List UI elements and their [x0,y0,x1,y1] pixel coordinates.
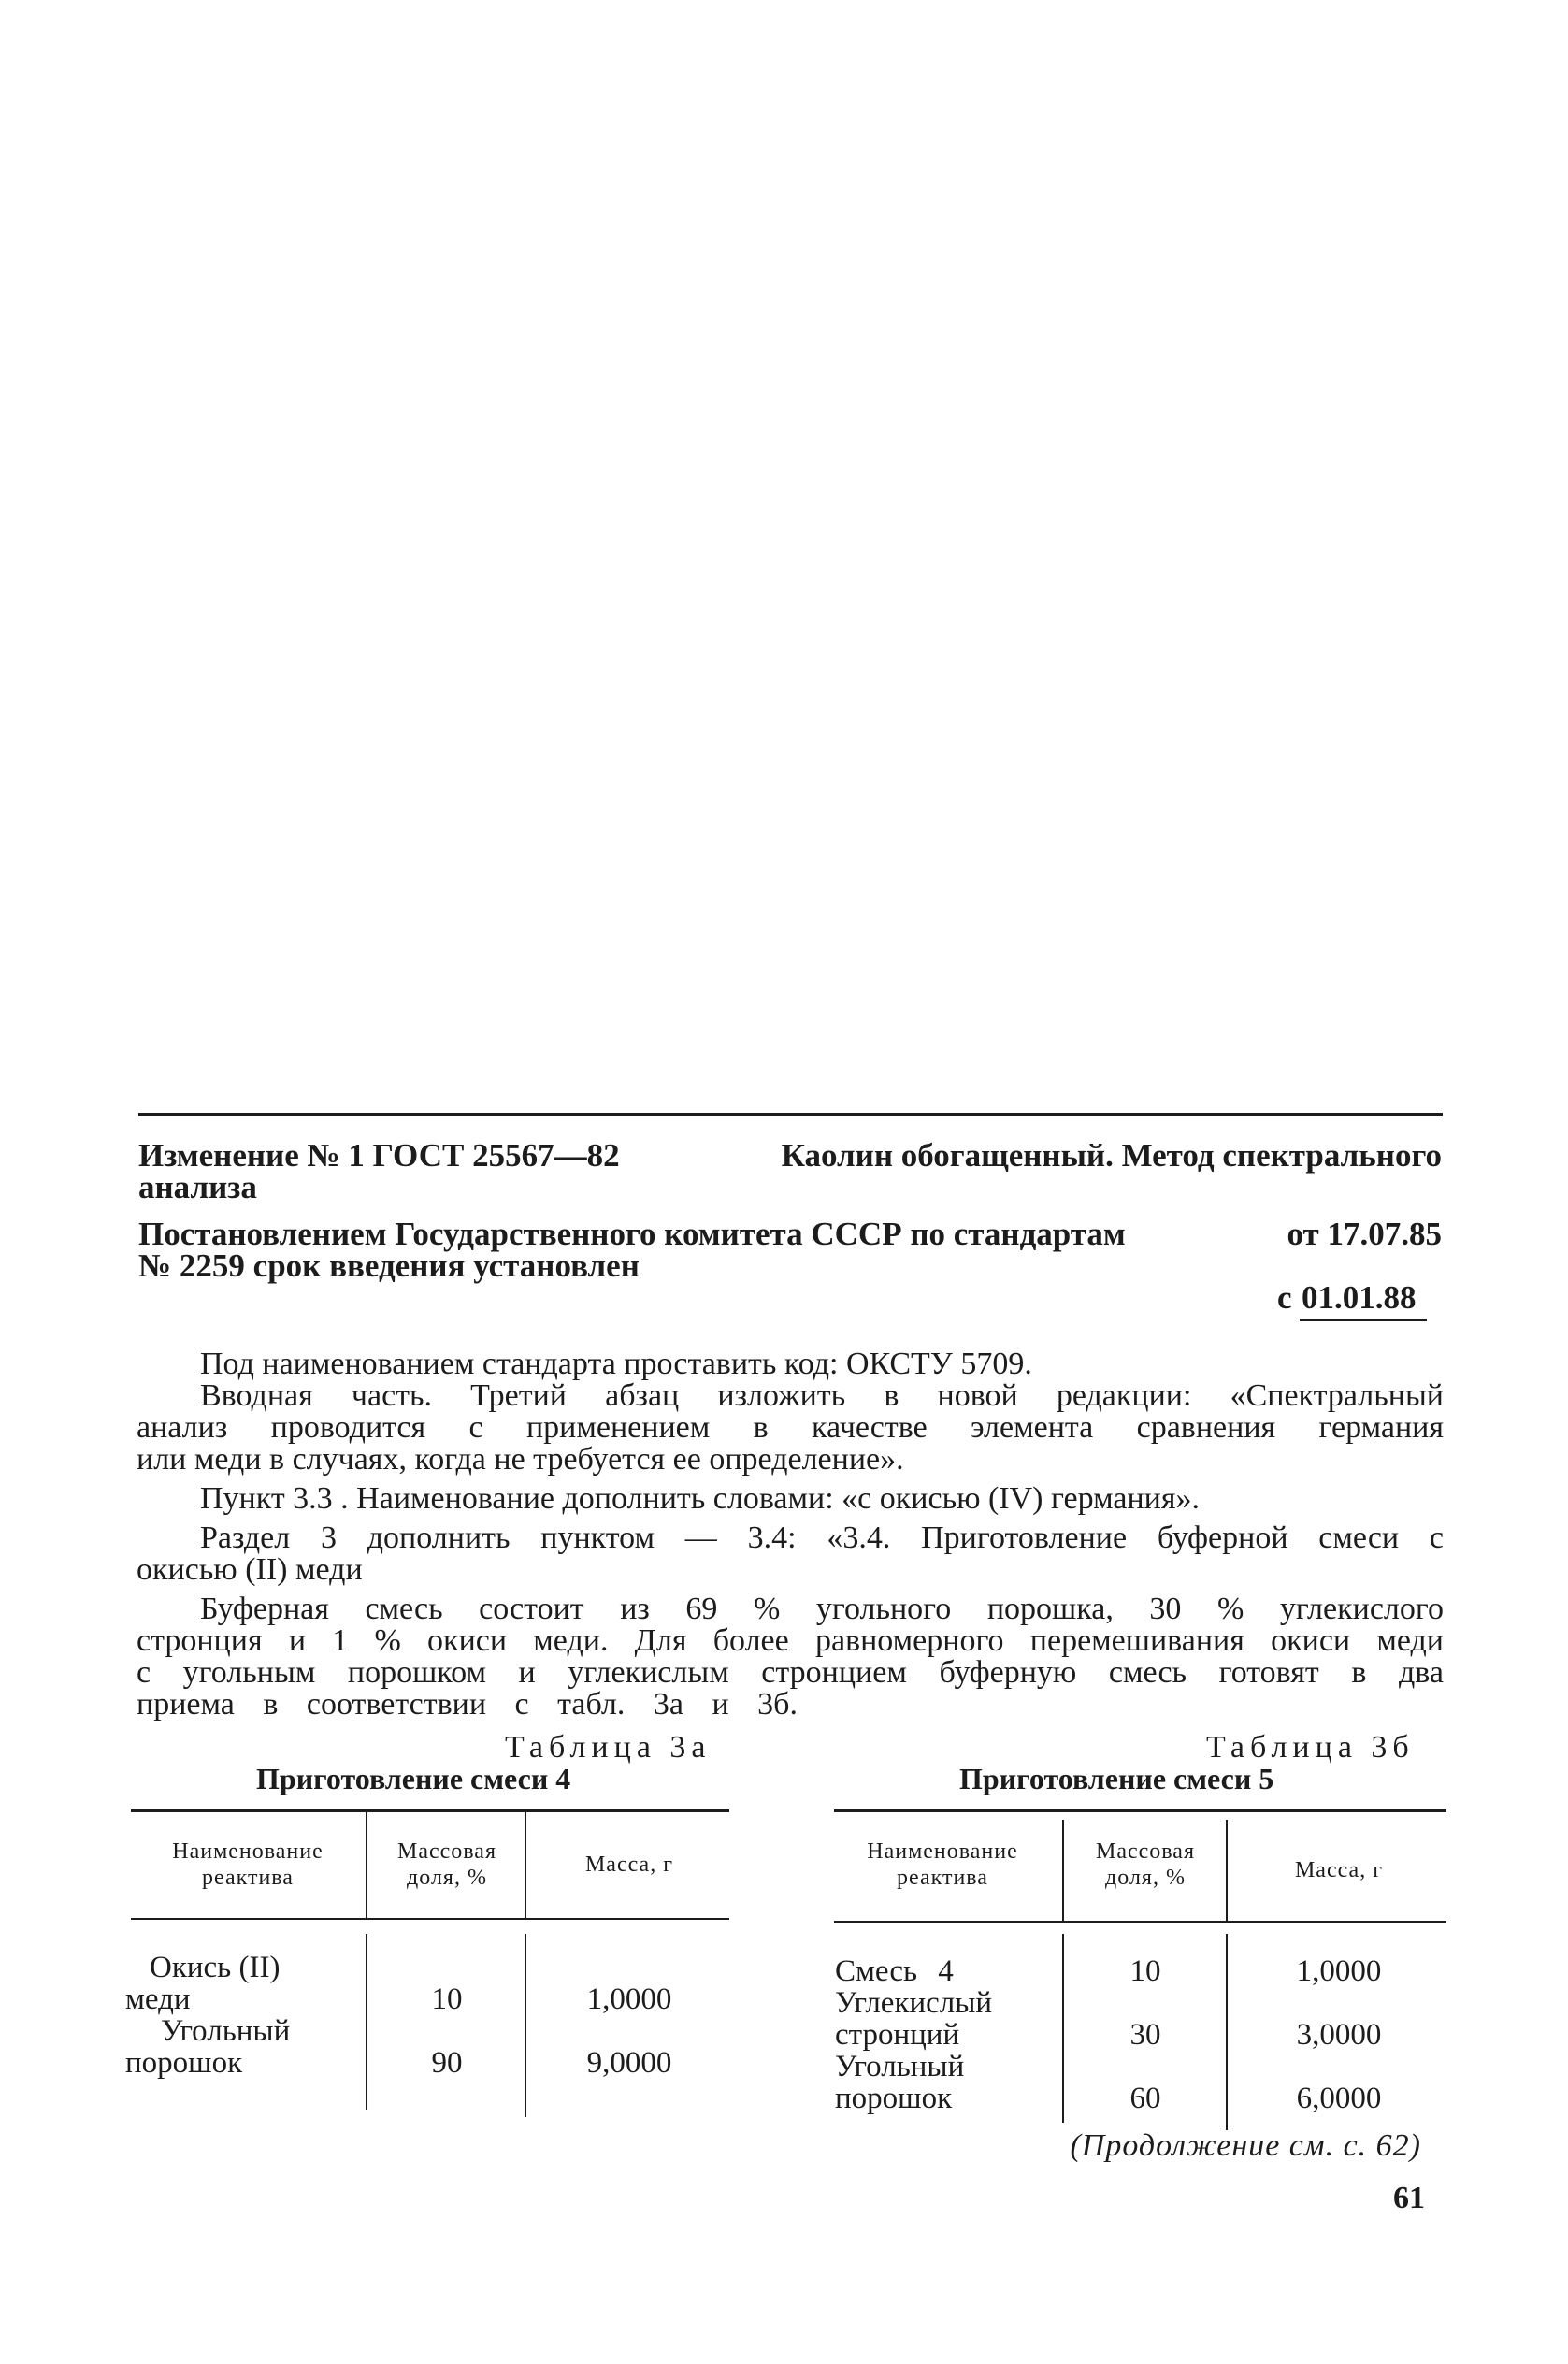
page-number: 61 [1393,2181,1425,2215]
table-b-row1-mass: 1,0000 [1296,1954,1382,1988]
paragraph-buffer-line3: с угольным порошком и углекислым стронцием буферную смесь готовят в два [137,1655,1444,1690]
table-b-col-mass: Масса, г [1294,1858,1384,1882]
table-b-row1-share: 10 [1129,1954,1161,1988]
table-b-row3-mass: 6,0000 [1296,2082,1382,2115]
table-b-body-divider-1 [1062,1934,1064,2123]
table-b-row1-name: Смесь 4 [835,1954,954,1988]
table-b-header-divider-1 [1062,1820,1064,1921]
table-a-label: Таблица 3а [505,1730,712,1765]
table-b-row3-name-l1: Угольный [835,2050,965,2083]
table-b-col-name: Наименование реактива [867,1839,1018,1890]
table-b-row2-name-l1: Углекислый [835,1986,993,2020]
table-a-title: Приготовление смеси 4 [256,1762,571,1795]
table-a-row1-share: 10 [431,1982,463,2016]
paragraph-buffer-line1: Буферная смесь состоит из 69 % угольного порошка, 30 % углекислого [200,1592,1444,1626]
table-a-row2-name-l2: порошок [125,2046,243,2080]
table-a-col-name: Наименование реактива [172,1839,324,1890]
table-b-body-divider-2 [1226,1934,1228,2130]
table-a-top-rule [131,1809,729,1812]
table-b-col-share: Массовая доля, % [1095,1839,1195,1890]
table-b-row2-share: 30 [1129,2018,1161,2052]
resolution-date: от 17.07.85 [1287,1216,1442,1252]
paragraph-okstu: Под наименованием стандарта проставить код: ОКСТУ 5709. [200,1347,1032,1381]
paragraph-item-3-3: Пункт 3.3 . Наименование дополнить словами: «с окисью (IV) германия». [200,1481,1200,1516]
table-b-row2-mass: 3,0000 [1296,2018,1382,2052]
table-a-body-divider-1 [366,1934,367,2110]
table-a-col-share: Массовая доля, % [396,1839,496,1890]
table-a-row1-mass: 1,0000 [586,1982,672,2016]
amendment-title-left: Изменение № 1 ГОСТ 25567—82 [138,1137,620,1174]
paragraph-section3-line2: окисью (II) меди [137,1552,363,1587]
paragraph-intro-line2: анализ проводится с применением в качестве элемента сравнения германия [137,1410,1444,1445]
table-b-row3-name-l2: порошок [835,2082,953,2115]
paragraph-buffer-line2: стронция и 1 % окиси меди. Для более равномерного перемешивания окиси меди [137,1623,1444,1658]
table-b-title: Приготовление смеси 5 [959,1762,1274,1795]
effective-date-underline [1300,1319,1427,1321]
table-b-row2-name-l2: стронций [835,2018,960,2052]
table-a-header-divider-2 [525,1812,526,1918]
resolution-line2: № 2259 срок введения установлен [138,1247,640,1284]
table-a-row2-share: 90 [431,2046,463,2080]
top-rule [138,1113,1443,1116]
table-a-row2-name-l1: Угольный [161,2014,291,2048]
table-a-row1-name-l2: меди [125,1982,191,2016]
table-a-header-divider-1 [366,1812,367,1918]
table-a-row1-name-l1: Окись (II) [150,1951,281,1984]
amendment-title-right: Каолин обогащенный. Метод спектрального [781,1137,1442,1174]
table-a-col-mass: Масса, г [584,1852,674,1877]
continuation-note: (Продолжение см. с. 62) [1070,2128,1421,2163]
effective-date-value: 01.01.88 [1302,1279,1417,1316]
effective-date-label: с [1277,1279,1292,1316]
table-a-row2-mass: 9,0000 [586,2046,672,2080]
amendment-title-line2: анализа [138,1169,257,1205]
table-a-body-divider-2 [525,1934,526,2117]
paragraph-buffer-line4: приема в соответствии с табл. 3а и 3б. [137,1687,798,1722]
table-b-top-rule [834,1809,1446,1812]
table-b-header-divider-2 [1226,1820,1228,1921]
table-a-header-rule [131,1918,729,1920]
paragraph-section3-line1: Раздел 3 дополнить пунктом — 3.4: «3.4. Приготовление буферной смеси с [200,1521,1444,1555]
resolution-line-left: Постановлением Государственного комитета СССР по стандартам [138,1216,1126,1252]
paragraph-intro-line1: Вводная часть. Третий абзац изложить в новой редакции: «Спектральный [200,1378,1444,1413]
table-b-header-rule [834,1921,1446,1923]
table-b-row3-share: 60 [1129,2082,1161,2115]
paragraph-intro-line3: или меди в случаях, когда не требуется ее определение». [137,1442,904,1477]
table-b-label: Таблица 3б [1206,1730,1415,1765]
